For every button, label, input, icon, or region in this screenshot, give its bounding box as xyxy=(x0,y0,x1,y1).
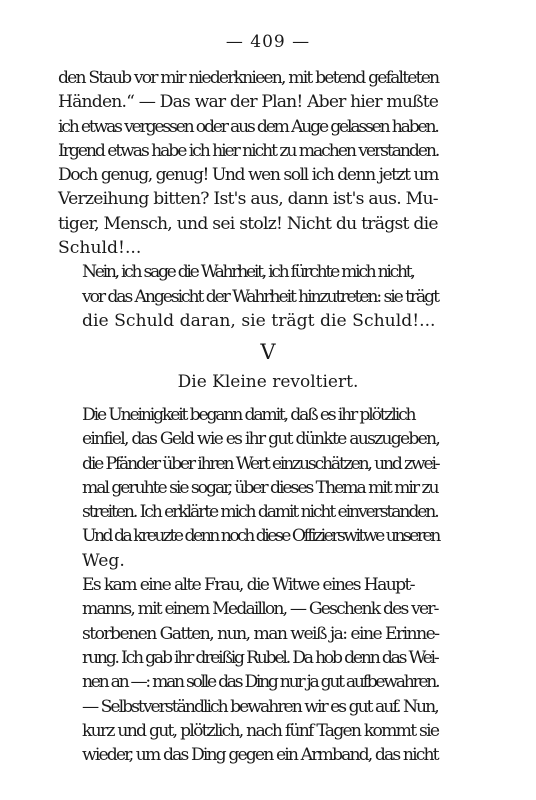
text-line: Verzeihung bitten? Ist's aus, dann ist's aus. Mu- xyxy=(58,189,438,210)
text-line: Doch genug, genug! Und wen soll ich denn jetzt um xyxy=(58,165,438,186)
text-line: storbenen Gatten, nun, man weiß ja: eine Erinne- xyxy=(82,623,439,644)
paragraph xyxy=(58,403,438,573)
text-line: nen an —: man solle das Ding nur ja gut aufbewahren. xyxy=(82,672,439,693)
paragraph xyxy=(58,66,438,260)
text-block-top xyxy=(58,66,438,333)
page-number: — 409 — xyxy=(225,32,311,52)
text-line: Schuld!... xyxy=(58,238,142,259)
text-line: Es kam eine alte Frau, die Witwe eines Haupt- xyxy=(82,575,414,596)
text-line: ich etwas vergessen oder aus dem Auge gelassen haben. xyxy=(58,116,438,137)
text-line: den Staub vor mir niederknieen, mit betend gefalteten xyxy=(58,68,439,88)
text-line: vor das Angesicht der Wahrheit hinzutreten: sie trägt xyxy=(82,286,438,307)
text-line: Und da kreuzte denn noch diese Offizierswitwe unseren xyxy=(82,526,439,547)
text-line: — Selbstverständlich bewahren wir es gut auf. Nun, xyxy=(82,696,438,717)
text-line: Irgend etwas habe ich hier nicht zu machen verstanden. xyxy=(58,140,439,161)
text-line: kurz und gut, plötzlich, nach fünf Tagen kommt sie xyxy=(82,720,439,741)
text-line: die Schuld daran, sie trägt die Schuld!... xyxy=(82,310,436,331)
chapter-number: V xyxy=(260,340,276,364)
text-block-bottom xyxy=(58,403,438,767)
text-line: manns, mit einem Medaillon, — Geschenk des ver- xyxy=(82,599,438,620)
chapter-title: Die Kleine revoltiert. xyxy=(177,372,359,392)
paragraph xyxy=(58,260,438,333)
text-line: die Pfänder über ihren Wert einzuschätzen, und zwei- xyxy=(82,453,439,474)
paragraph xyxy=(58,573,438,767)
text-line: streiten. Ich erklärte mich damit nicht einverstanden. xyxy=(82,502,438,523)
text-line: mal geruhte sie sogar, über dieses Thema mit mir zu xyxy=(82,477,438,498)
text-line: wieder, um das Ding gegen ein Armband, das nicht xyxy=(82,745,438,766)
text-line: tiger, Mensch, und sei stolz! Nicht du trägst die xyxy=(58,213,438,234)
text-line: Weg. xyxy=(82,550,125,571)
text-line: Händen.“ — Das war der Plan! Aber hier mußte xyxy=(58,92,439,113)
text-line: einfiel, das Geld wie es ihr gut dünkte auszugeben, xyxy=(82,429,440,450)
text-line: Die Uneinigkeit begann damit, daß es ihr plötzlich xyxy=(82,405,415,425)
text-line: Nein, ich sage die Wahrheit, ich fürchte mich nicht, xyxy=(82,262,414,283)
text-line: rung. Ich gab ihr dreißig Rubel. Da hob denn das Wei- xyxy=(82,647,438,668)
